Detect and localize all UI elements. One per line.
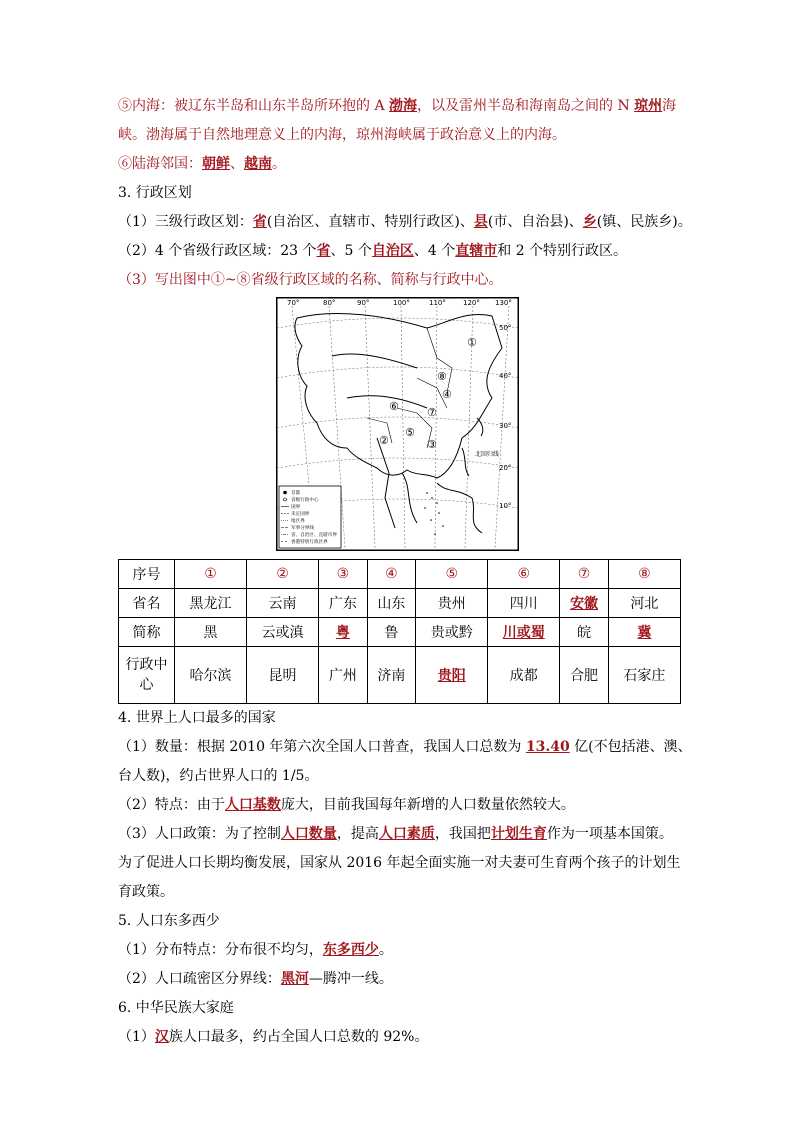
answer-quality: 人口素质	[378, 826, 435, 842]
inner-sea-text-b: ，以及雷州半岛和海南岛之间的 N	[417, 98, 635, 114]
legend-border: 国界	[291, 505, 301, 510]
population-feature-line	[118, 791, 678, 820]
table-header-cell: ②	[247, 560, 319, 589]
section-3-title: 3. 行政区划	[118, 185, 192, 201]
prov-text-b: 、5 个	[330, 243, 372, 259]
table-header-cell: ⑥	[488, 560, 560, 589]
population-policy-line-1	[118, 820, 678, 849]
population-count-line-2: 台人数)，约占世界人口的 1/5。	[118, 768, 319, 784]
neighbors-label: ⑥陆海邻国：	[118, 156, 202, 172]
table-cell: 成都	[488, 647, 560, 704]
answer-xian: 县	[473, 214, 488, 230]
row-label-province: 省名	[119, 589, 175, 618]
inner-sea-line-2: 峡。渤海属于自然地理意义上的内海，琼州海峡属于政治意义上的内海。	[118, 127, 566, 143]
boundary-line	[118, 965, 678, 994]
bound-text-a: （2）人口疏密区分界线：	[118, 971, 281, 987]
legend-undefined-border: 未定国界	[291, 512, 310, 517]
table-header-cell: ①	[175, 560, 247, 589]
answer-quantity: 人口数量	[280, 826, 337, 842]
neighbors-line	[118, 150, 678, 179]
table-header-row	[119, 560, 681, 589]
pop-text-a: （1）数量：根据 2010 年第六次全国人口普查，我国人口总数为	[118, 739, 526, 755]
policy-text-b: ，提高	[336, 826, 379, 842]
map-tick-130: 130°	[495, 299, 512, 307]
map-marker-1: ①	[467, 336, 477, 349]
population-policy-line-3: 育政策。	[118, 884, 174, 900]
inner-sea-text-c: 海	[662, 98, 677, 114]
legend-hk-border: 香港特别行政区界	[291, 540, 328, 545]
provincial-units-line	[118, 237, 678, 266]
legend-capital: 首都	[291, 491, 301, 496]
neighbors-sep: 、	[230, 156, 244, 172]
map-tick-50: 50°	[499, 324, 512, 332]
feat-text-b: 庞大，目前我国每年新增的人口数量依然较大。	[280, 797, 575, 813]
map-marker-8: ⑧	[437, 370, 447, 383]
legend-region-border: 地区界	[291, 519, 305, 524]
map-instruction: （3）写出图中①~⑧省级行政区域的名称、简称与行政中心。	[118, 272, 503, 288]
admin-levels-line	[118, 208, 692, 237]
table-cell-answer: 贵阳	[416, 647, 488, 704]
map-marker-6: ⑥	[389, 400, 399, 413]
admin-text-b: (自治区、直辖市、特别行政区)、	[266, 214, 474, 230]
pop-text-b: 亿(不包括港、澳、	[569, 739, 692, 755]
table-row	[119, 589, 681, 618]
table-cell: 云南	[247, 589, 319, 618]
answer-xiang: 乡	[582, 214, 597, 230]
bound-text-b: —腾冲一线。	[308, 971, 393, 987]
table-cell: 合肥	[560, 647, 609, 704]
answer-family-planning: 计划生育	[490, 826, 547, 842]
table-header-cell: ④	[367, 560, 416, 589]
answer-zizhiqu: 自治区	[371, 243, 414, 259]
answer-qiongzhou: 琼州	[634, 98, 663, 114]
admin-text-a: （1）三级行政区划：	[118, 214, 253, 230]
table-header-cell: ③	[319, 560, 368, 589]
han-text-b: 族人口最多，约占全国人口总数的 92%。	[168, 1029, 429, 1045]
legend-military-line: 军事分界线	[291, 526, 314, 531]
table-row	[119, 618, 681, 647]
inner-sea-text-a: ⑤内海：被辽东半岛和山东半岛所环抱的 A	[118, 98, 390, 114]
table-cell-answer: 粤	[319, 618, 368, 647]
legend-prov-border: 省、自治区、直辖市界	[291, 533, 337, 538]
table-cell: 贵或黔	[416, 618, 488, 647]
map-tick-100: 100°	[393, 299, 410, 307]
population-policy-line-2: 为了促进人口长期均衡发展，国家从 2016 年起全面实施一对夫妻可生育两个孩子的计划生	[118, 855, 681, 871]
population-count-line-1	[118, 733, 692, 762]
neighbors-end: 。	[272, 156, 286, 172]
map-tick-70: 70°	[287, 299, 300, 307]
table-cell-answer: 冀	[608, 618, 680, 647]
answer-han: 汉	[154, 1029, 169, 1045]
row-label-abbr: 简称	[119, 618, 175, 647]
map-marker-7: ⑦	[427, 406, 437, 419]
table-cell: 河北	[608, 589, 680, 618]
answer-bohai: 渤海	[389, 98, 418, 114]
table-cell: 皖	[560, 618, 609, 647]
policy-text-c: ，我国把	[434, 826, 491, 842]
answer-sheng: 省	[252, 214, 267, 230]
policy-text-d: 作为一项基本国策。	[546, 826, 673, 842]
map-tick-90: 90°	[357, 299, 370, 307]
table-cell: 黑龙江	[175, 589, 247, 618]
dist-text-b: 。	[378, 942, 393, 958]
table-cell: 济南	[367, 647, 416, 704]
table-cell: 广州	[319, 647, 368, 704]
map-marker-4: ④	[442, 388, 452, 401]
answer-base: 人口基数	[224, 797, 281, 813]
map-tick-20: 20°	[499, 464, 512, 472]
han-text-a: （1）	[118, 1029, 155, 1045]
distribution-line	[118, 936, 678, 965]
legend-prov-center: 省级行政中心	[291, 498, 319, 503]
section-5-title: 5. 人口东多西少	[118, 913, 220, 929]
table-header-label: 序号	[119, 560, 175, 589]
map-tick-30: 30°	[499, 422, 512, 430]
table-cell: 四川	[488, 589, 560, 618]
map-marker-5: ⑤	[405, 426, 415, 439]
admin-text-c: (市、自治县)、	[487, 214, 583, 230]
table-cell: 石家庄	[608, 647, 680, 704]
table-cell: 昆明	[247, 647, 319, 704]
table-header-cell: ⑦	[560, 560, 609, 589]
answer-chaoxian: 朝鲜	[202, 156, 230, 172]
map-tick-120: 120°	[463, 299, 480, 307]
map-tropic-label: 北回归线	[475, 451, 500, 458]
dist-text-a: （1）分布特点：分布很不均匀，	[118, 942, 323, 958]
feat-text-a: （2）特点：由于	[118, 797, 225, 813]
prov-text-d: 和 2 个特别行政区。	[497, 243, 628, 259]
table-cell-answer: 川或蜀	[488, 618, 560, 647]
table-cell: 哈尔滨	[175, 647, 247, 704]
answer-east-west: 东多西少	[322, 942, 379, 958]
answer-population: 13.40	[525, 739, 570, 755]
table-header-cell: ⑧	[608, 560, 680, 589]
answer-zhixiashi: 直辖市	[455, 243, 498, 259]
table-cell: 山东	[367, 589, 416, 618]
prov-text-a: （2）4 个省级行政区域：23 个	[118, 243, 317, 259]
han-line	[118, 1023, 678, 1052]
answer-yuenan: 越南	[244, 156, 272, 172]
row-label-capital: 行政中心	[119, 647, 175, 704]
answer-heihe: 黑河	[280, 971, 309, 987]
table-cell: 鲁	[367, 618, 416, 647]
table-header-cell: ⑤	[416, 560, 488, 589]
table-cell: 广东	[319, 589, 368, 618]
map-tick-110: 110°	[429, 299, 446, 307]
answer-sheng-2: 省	[316, 243, 331, 259]
section-6-title: 6. 中华民族大家庭	[118, 1000, 234, 1016]
table-cell: 黑	[175, 618, 247, 647]
admin-text-d: (镇、民族乡)。	[596, 214, 692, 230]
china-map	[276, 297, 519, 551]
table-cell-answer: 安徽	[560, 589, 609, 618]
inner-sea-line-1	[118, 92, 678, 121]
document-page	[118, 92, 692, 1052]
table-row	[119, 647, 681, 704]
policy-text-a: （3）人口政策：为了控制	[118, 826, 281, 842]
prov-text-c: 、4 个	[413, 243, 456, 259]
table-cell: 贵州	[416, 589, 488, 618]
map-marker-2: ②	[379, 434, 389, 447]
map-tick-10: 10°	[499, 502, 512, 510]
map-marker-3: ③	[427, 438, 437, 451]
section-4-title: 4. 世界上人口最多的国家	[118, 710, 276, 726]
map-tick-80: 80°	[323, 299, 336, 307]
province-table	[118, 559, 681, 704]
table-cell: 云或滇	[247, 618, 319, 647]
map-tick-40: 40°	[499, 372, 512, 380]
